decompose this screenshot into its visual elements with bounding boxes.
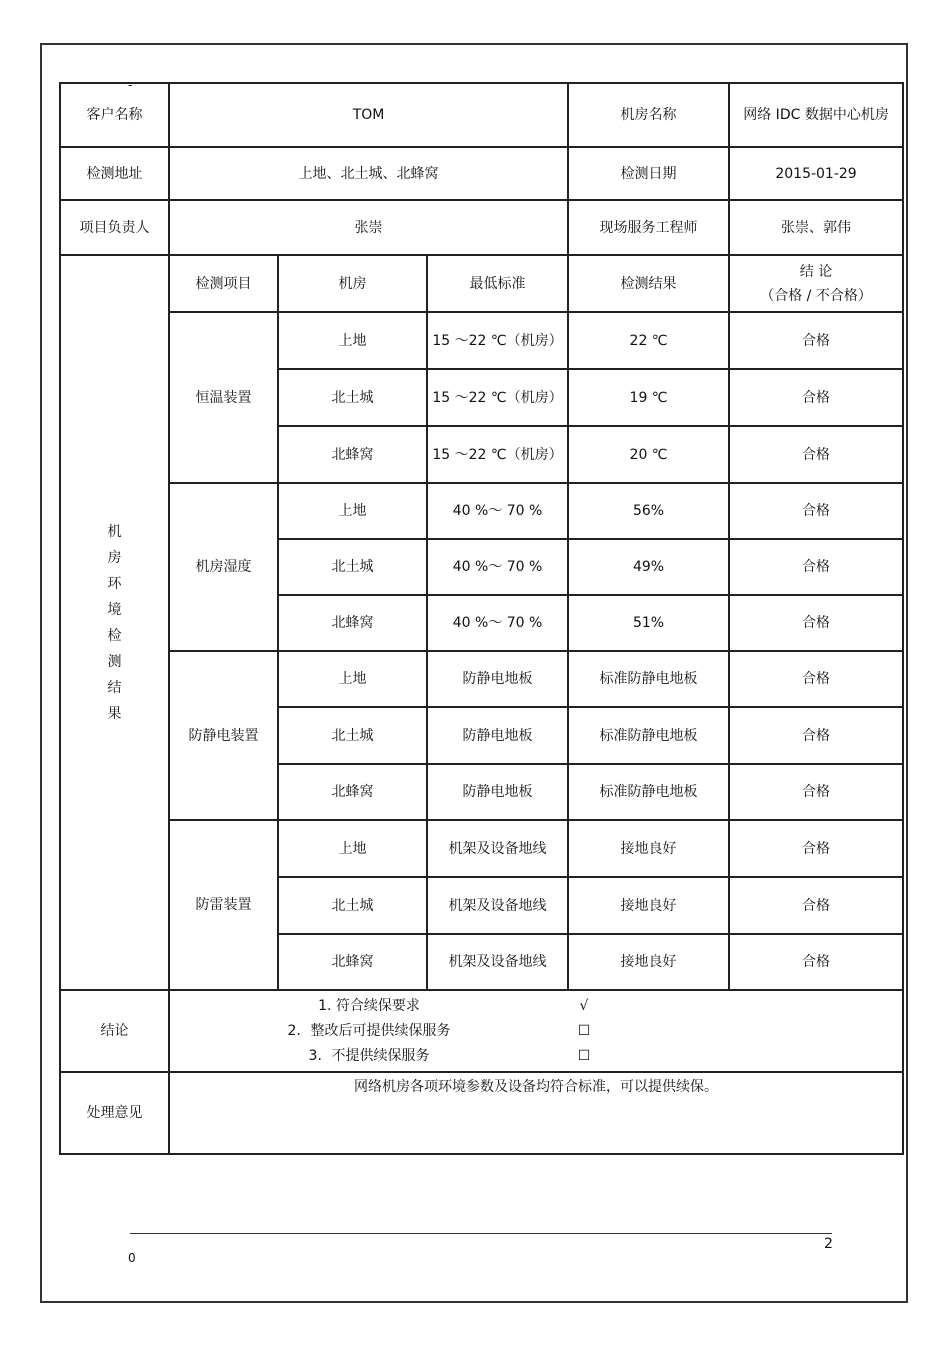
inspection-report-table <box>59 82 904 1155</box>
date-value: 2015-01-29 <box>729 147 903 200</box>
row-result: 56% <box>568 483 729 539</box>
top-mark: - <box>128 78 133 92</box>
row-conclusion: 合格 <box>729 764 903 820</box>
manager-value: 张崇 <box>169 200 568 255</box>
row-result: 接地良好 <box>568 934 729 990</box>
opinion-label: 处理意见 <box>60 1072 169 1154</box>
row-standard: 防静电地板 <box>427 707 568 764</box>
address-value: 上地、北土城、北蜂窝 <box>169 147 568 200</box>
row-room: 北蜂窝 <box>278 934 427 990</box>
conclusion-option-text: 2．整改后可提供续保服务 <box>287 1022 451 1039</box>
col-header-result: 检测结果 <box>568 255 729 312</box>
engineer-value: 张崇、郭伟 <box>729 200 903 255</box>
conclusion-option <box>174 994 898 1019</box>
conclusion-options <box>169 990 903 1072</box>
customer-value: TOM <box>169 83 568 147</box>
row-result: 51% <box>568 595 729 651</box>
conclusion-option-text: 3．不提供续保服务 <box>308 1047 430 1064</box>
manager-row <box>60 200 903 255</box>
row-result: 接地良好 <box>568 820 729 877</box>
group-name: 恒温装置 <box>169 312 278 483</box>
row-result: 标准防静电地板 <box>568 651 729 707</box>
row-room: 北土城 <box>278 877 427 934</box>
section-header-row <box>60 255 903 312</box>
row-standard: 40 %～ 70 % <box>427 595 568 651</box>
group-name: 机房湿度 <box>169 483 278 651</box>
row-conclusion: 合格 <box>729 651 903 707</box>
row-room: 北蜂窝 <box>278 595 427 651</box>
row-result: 标准防静电地板 <box>568 764 729 820</box>
row-conclusion: 合格 <box>729 312 903 369</box>
row-conclusion: 合格 <box>729 820 903 877</box>
row-standard: 15 ～22 ℃（机房） <box>427 369 568 426</box>
row-result: 22 ℃ <box>568 312 729 369</box>
row-standard: 防静电地板 <box>427 651 568 707</box>
row-conclusion: 合格 <box>729 369 903 426</box>
opinion-row <box>60 1072 903 1154</box>
col-header-conclusion-title: 结 论 <box>799 263 833 280</box>
row-standard: 防静电地板 <box>427 764 568 820</box>
col-header-conclusion-sub: （合格 / 不合格） <box>760 287 872 304</box>
table-row <box>60 820 903 877</box>
row-conclusion: 合格 <box>729 483 903 539</box>
row-standard: 40 %～ 70 % <box>427 483 568 539</box>
row-room: 上地 <box>278 651 427 707</box>
row-conclusion: 合格 <box>729 707 903 764</box>
row-room: 上地 <box>278 312 427 369</box>
page-number: 2 <box>824 1236 833 1252</box>
col-header-item: 检测项目 <box>169 255 278 312</box>
conclusion-option <box>174 1044 898 1069</box>
group-name: 防雷装置 <box>169 820 278 990</box>
row-result: 20 ℃ <box>568 426 729 483</box>
footer-left-mark: 0 <box>128 1251 136 1265</box>
date-label: 检测日期 <box>568 147 729 200</box>
address-label: 检测地址 <box>60 147 169 200</box>
row-conclusion: 合格 <box>729 934 903 990</box>
row-standard: 15 ～22 ℃（机房） <box>427 426 568 483</box>
check-mark-icon: √ <box>579 997 589 1014</box>
room-label: 机房名称 <box>568 83 729 147</box>
row-room: 北土城 <box>278 369 427 426</box>
section-title-cell <box>60 255 169 990</box>
row-standard: 机架及设备地线 <box>427 877 568 934</box>
customer-label: 客户名称 <box>60 83 169 147</box>
row-result: 接地良好 <box>568 877 729 934</box>
manager-label: 项目负责人 <box>60 200 169 255</box>
row-standard: 机架及设备地线 <box>427 820 568 877</box>
col-header-standard: 最低标准 <box>427 255 568 312</box>
table-row <box>60 651 903 707</box>
row-room: 北土城 <box>278 707 427 764</box>
row-result: 19 ℃ <box>568 369 729 426</box>
opinion-text: 网络机房各项环境参数及设备均符合标准，可以提供续保。 <box>169 1072 903 1154</box>
checkbox-icon: ☐ <box>577 1047 591 1064</box>
row-standard: 15 ～22 ℃（机房） <box>427 312 568 369</box>
footer-divider <box>130 1233 832 1234</box>
col-header-room: 机房 <box>278 255 427 312</box>
section-title: 机房环境检测结果 <box>107 523 122 722</box>
row-conclusion: 合格 <box>729 877 903 934</box>
row-room: 北蜂窝 <box>278 426 427 483</box>
row-room: 北蜂窝 <box>278 764 427 820</box>
table-row <box>60 483 903 539</box>
conclusion-option-text: 1. 符合续保要求 <box>318 997 420 1014</box>
engineer-label: 现场服务工程师 <box>568 200 729 255</box>
row-room: 上地 <box>278 820 427 877</box>
conclusion-label: 结论 <box>60 990 169 1072</box>
row-conclusion: 合格 <box>729 595 903 651</box>
group-name: 防静电装置 <box>169 651 278 820</box>
row-room: 上地 <box>278 483 427 539</box>
row-room: 北土城 <box>278 539 427 595</box>
row-conclusion: 合格 <box>729 426 903 483</box>
address-row <box>60 147 903 200</box>
row-result: 标准防静电地板 <box>568 707 729 764</box>
customer-row <box>60 83 903 147</box>
checkbox-icon: ☐ <box>577 1022 591 1039</box>
conclusion-option <box>174 1019 898 1044</box>
row-conclusion: 合格 <box>729 539 903 595</box>
row-result: 49% <box>568 539 729 595</box>
row-standard: 40 %～ 70 % <box>427 539 568 595</box>
conclusion-row <box>60 990 903 1072</box>
room-value: 网络 IDC 数据中心机房 <box>729 83 903 147</box>
row-standard: 机架及设备地线 <box>427 934 568 990</box>
table-row <box>60 312 903 369</box>
col-header-conclusion <box>729 255 903 312</box>
